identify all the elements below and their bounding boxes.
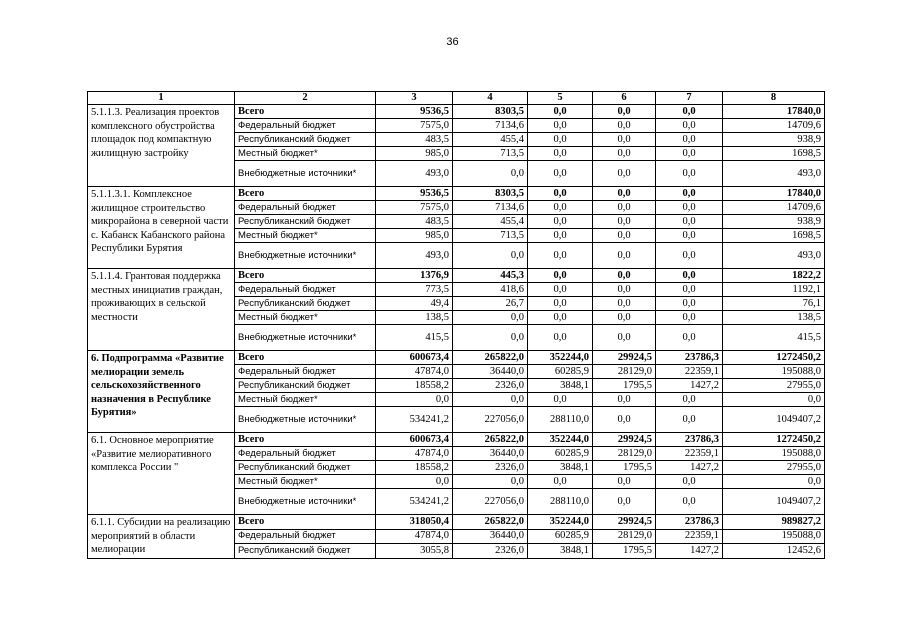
funding-source-cell: Внебюджетные источники* — [235, 407, 376, 433]
value-cell: 0,0 — [528, 283, 593, 297]
value-cell: 0,0 — [656, 201, 723, 215]
value-cell: 985,0 — [376, 147, 453, 161]
value-cell: 195088,0 — [723, 365, 825, 379]
value-cell: 985,0 — [376, 229, 453, 243]
value-cell: 76,1 — [723, 297, 825, 311]
funding-source-cell: Всего — [235, 105, 376, 119]
value-cell: 483,5 — [376, 133, 453, 147]
value-cell: 713,5 — [453, 147, 528, 161]
value-cell: 600673,4 — [376, 433, 453, 447]
value-cell: 455,4 — [453, 215, 528, 229]
value-cell: 3848,1 — [528, 544, 593, 559]
value-cell: 0,0 — [656, 407, 723, 433]
program-name-cell: 6.1. Основное мероприятие «Развитие мелиоративного комплекса России " — [88, 433, 235, 515]
value-cell: 0,0 — [593, 161, 656, 187]
program-name-cell: 6.1.1. Субсидии на реализацию мероприятий в области мелиорации — [88, 515, 235, 559]
value-cell: 22359,1 — [656, 529, 723, 544]
funding-source-cell: Местный бюджет* — [235, 393, 376, 407]
value-cell: 288110,0 — [528, 489, 593, 515]
value-cell: 0,0 — [528, 243, 593, 269]
value-cell: 49,4 — [376, 297, 453, 311]
value-cell: 0,0 — [656, 147, 723, 161]
value-cell: 0,0 — [593, 393, 656, 407]
value-cell: 0,0 — [656, 243, 723, 269]
column-header: 5 — [528, 92, 593, 105]
value-cell: 0,0 — [528, 201, 593, 215]
funding-source-cell: Местный бюджет* — [235, 229, 376, 243]
value-cell: 415,5 — [376, 325, 453, 351]
value-cell: 352244,0 — [528, 515, 593, 530]
value-cell: 1192,1 — [723, 283, 825, 297]
value-cell: 0,0 — [593, 215, 656, 229]
value-cell: 36440,0 — [453, 447, 528, 461]
value-cell: 989827,2 — [723, 515, 825, 530]
value-cell: 0,0 — [656, 283, 723, 297]
value-cell: 0,0 — [528, 187, 593, 201]
value-cell: 0,0 — [723, 475, 825, 489]
value-cell: 14709,6 — [723, 119, 825, 133]
value-cell: 0,0 — [593, 201, 656, 215]
funding-source-cell: Местный бюджет* — [235, 475, 376, 489]
value-cell: 28129,0 — [593, 447, 656, 461]
value-cell: 17840,0 — [723, 105, 825, 119]
value-cell: 0,0 — [593, 187, 656, 201]
value-cell: 29924,5 — [593, 515, 656, 530]
funding-source-cell: Республиканский бюджет — [235, 133, 376, 147]
value-cell: 0,0 — [656, 269, 723, 283]
value-cell: 0,0 — [528, 393, 593, 407]
value-cell: 600673,4 — [376, 351, 453, 365]
column-header: 2 — [235, 92, 376, 105]
funding-source-cell: Внебюджетные источники* — [235, 489, 376, 515]
value-cell: 47874,0 — [376, 529, 453, 544]
value-cell: 3848,1 — [528, 379, 593, 393]
value-cell: 0,0 — [656, 105, 723, 119]
budget-table — [87, 91, 825, 559]
value-cell: 0,0 — [453, 325, 528, 351]
value-cell: 23786,3 — [656, 433, 723, 447]
value-cell: 493,0 — [376, 243, 453, 269]
value-cell: 138,5 — [723, 311, 825, 325]
column-header: 1 — [88, 92, 235, 105]
value-cell: 195088,0 — [723, 447, 825, 461]
value-cell: 0,0 — [528, 119, 593, 133]
value-cell: 7134,6 — [453, 119, 528, 133]
value-cell: 47874,0 — [376, 365, 453, 379]
value-cell: 7575,0 — [376, 119, 453, 133]
value-cell: 0,0 — [593, 119, 656, 133]
value-cell: 8303,5 — [453, 187, 528, 201]
table-row-total — [88, 433, 825, 447]
value-cell: 0,0 — [593, 283, 656, 297]
value-cell: 0,0 — [528, 325, 593, 351]
value-cell: 0,0 — [528, 147, 593, 161]
value-cell: 534241,2 — [376, 489, 453, 515]
value-cell: 493,0 — [376, 161, 453, 187]
value-cell: 1795,5 — [593, 544, 656, 559]
value-cell: 2326,0 — [453, 461, 528, 475]
value-cell: 265822,0 — [453, 351, 528, 365]
value-cell: 28129,0 — [593, 365, 656, 379]
value-cell: 0,0 — [656, 325, 723, 351]
value-cell: 0,0 — [593, 325, 656, 351]
value-cell: 0,0 — [656, 215, 723, 229]
value-cell: 534241,2 — [376, 407, 453, 433]
value-cell: 2326,0 — [453, 379, 528, 393]
value-cell: 1049407,2 — [723, 489, 825, 515]
value-cell: 47874,0 — [376, 447, 453, 461]
value-cell: 0,0 — [656, 475, 723, 489]
value-cell: 36440,0 — [453, 529, 528, 544]
value-cell: 9536,5 — [376, 105, 453, 119]
value-cell: 1272450,2 — [723, 351, 825, 365]
value-cell: 18558,2 — [376, 379, 453, 393]
funding-source-cell: Всего — [235, 515, 376, 530]
value-cell: 18558,2 — [376, 461, 453, 475]
funding-source-cell: Всего — [235, 351, 376, 365]
value-cell: 14709,6 — [723, 201, 825, 215]
funding-source-cell: Федеральный бюджет — [235, 283, 376, 297]
value-cell: 1376,9 — [376, 269, 453, 283]
value-cell: 0,0 — [593, 269, 656, 283]
value-cell: 3055,8 — [376, 544, 453, 559]
funding-source-cell: Федеральный бюджет — [235, 529, 376, 544]
table-row-total — [88, 269, 825, 283]
value-cell: 1822,2 — [723, 269, 825, 283]
value-cell: 938,9 — [723, 133, 825, 147]
value-cell: 0,0 — [376, 475, 453, 489]
value-cell: 0,0 — [593, 475, 656, 489]
value-cell: 0,0 — [656, 187, 723, 201]
value-cell: 22359,1 — [656, 447, 723, 461]
table-row-total — [88, 351, 825, 365]
value-cell: 0,0 — [528, 161, 593, 187]
value-cell: 265822,0 — [453, 515, 528, 530]
value-cell: 0,0 — [656, 229, 723, 243]
value-cell: 418,6 — [453, 283, 528, 297]
value-cell: 60285,9 — [528, 365, 593, 379]
funding-source-cell: Всего — [235, 269, 376, 283]
funding-source-cell: Местный бюджет* — [235, 147, 376, 161]
value-cell: 1427,2 — [656, 379, 723, 393]
value-cell: 0,0 — [528, 311, 593, 325]
value-cell: 493,0 — [723, 161, 825, 187]
value-cell: 29924,5 — [593, 351, 656, 365]
value-cell: 1049407,2 — [723, 407, 825, 433]
value-cell: 1272450,2 — [723, 433, 825, 447]
value-cell: 27955,0 — [723, 461, 825, 475]
value-cell: 138,5 — [376, 311, 453, 325]
value-cell: 0,0 — [656, 297, 723, 311]
column-header: 4 — [453, 92, 528, 105]
value-cell: 0,0 — [723, 393, 825, 407]
value-cell: 0,0 — [593, 297, 656, 311]
column-header: 3 — [376, 92, 453, 105]
value-cell: 1427,2 — [656, 461, 723, 475]
value-cell: 28129,0 — [593, 529, 656, 544]
value-cell: 227056,0 — [453, 489, 528, 515]
value-cell: 7134,6 — [453, 201, 528, 215]
value-cell: 8303,5 — [453, 105, 528, 119]
value-cell: 1427,2 — [656, 544, 723, 559]
value-cell: 29924,5 — [593, 433, 656, 447]
value-cell: 0,0 — [528, 297, 593, 311]
value-cell: 0,0 — [528, 229, 593, 243]
value-cell: 445,3 — [453, 269, 528, 283]
value-cell: 1795,5 — [593, 461, 656, 475]
funding-source-cell: Федеральный бюджет — [235, 119, 376, 133]
value-cell: 0,0 — [593, 105, 656, 119]
value-cell: 195088,0 — [723, 529, 825, 544]
value-cell: 60285,9 — [528, 447, 593, 461]
value-cell: 0,0 — [593, 407, 656, 433]
value-cell: 455,4 — [453, 133, 528, 147]
page-number: 36 — [446, 36, 459, 48]
value-cell: 1795,5 — [593, 379, 656, 393]
funding-source-cell: Федеральный бюджет — [235, 201, 376, 215]
value-cell: 23786,3 — [656, 351, 723, 365]
program-name-cell: 6. Подпрограмма «Развитие мелиорации земель сельскохозяйственного назначения в Республике Бурятия» — [88, 351, 235, 433]
value-cell: 0,0 — [656, 133, 723, 147]
table-row-total — [88, 105, 825, 119]
funding-source-cell: Всего — [235, 187, 376, 201]
table-row-total — [88, 187, 825, 201]
funding-source-cell: Внебюджетные источники* — [235, 325, 376, 351]
value-cell: 0,0 — [376, 393, 453, 407]
funding-source-cell: Федеральный бюджет — [235, 365, 376, 379]
value-cell: 0,0 — [453, 475, 528, 489]
funding-source-cell: Республиканский бюджет — [235, 215, 376, 229]
value-cell: 415,5 — [723, 325, 825, 351]
value-cell: 23786,3 — [656, 515, 723, 530]
value-cell: 60285,9 — [528, 529, 593, 544]
funding-source-cell: Республиканский бюджет — [235, 297, 376, 311]
value-cell: 0,0 — [528, 133, 593, 147]
value-cell: 0,0 — [656, 489, 723, 515]
value-cell: 0,0 — [656, 393, 723, 407]
value-cell: 0,0 — [593, 147, 656, 161]
value-cell: 0,0 — [656, 161, 723, 187]
column-header: 8 — [723, 92, 825, 105]
value-cell: 22359,1 — [656, 365, 723, 379]
value-cell: 493,0 — [723, 243, 825, 269]
column-header: 6 — [593, 92, 656, 105]
value-cell: 318050,4 — [376, 515, 453, 530]
table-row-total — [88, 515, 825, 530]
value-cell: 773,5 — [376, 283, 453, 297]
value-cell: 26,7 — [453, 297, 528, 311]
program-name-cell: 5.1.1.4. Грантовая поддержка местных инициатив граждан, проживающих в сельской местности — [88, 269, 235, 351]
funding-source-cell: Внебюджетные источники* — [235, 161, 376, 187]
value-cell: 483,5 — [376, 215, 453, 229]
value-cell: 0,0 — [453, 393, 528, 407]
value-cell: 0,0 — [593, 133, 656, 147]
funding-source-cell: Местный бюджет* — [235, 311, 376, 325]
table-body — [88, 92, 825, 559]
header-row — [88, 92, 825, 105]
funding-source-cell: Республиканский бюджет — [235, 379, 376, 393]
value-cell: 2326,0 — [453, 544, 528, 559]
program-name-cell: 5.1.1.3.1. Комплексное жилищное строительство микрорайона в северной части с. Кабанск Кабанского района Республики Бурятия — [88, 187, 235, 269]
value-cell: 0,0 — [528, 475, 593, 489]
value-cell: 0,0 — [453, 243, 528, 269]
value-cell: 0,0 — [453, 311, 528, 325]
value-cell: 352244,0 — [528, 433, 593, 447]
value-cell: 0,0 — [453, 161, 528, 187]
value-cell: 0,0 — [593, 243, 656, 269]
value-cell: 0,0 — [528, 105, 593, 119]
value-cell: 0,0 — [593, 229, 656, 243]
column-header: 7 — [656, 92, 723, 105]
value-cell: 0,0 — [593, 311, 656, 325]
value-cell: 3848,1 — [528, 461, 593, 475]
value-cell: 227056,0 — [453, 407, 528, 433]
value-cell: 1698,5 — [723, 147, 825, 161]
value-cell: 0,0 — [528, 269, 593, 283]
value-cell: 27955,0 — [723, 379, 825, 393]
value-cell: 0,0 — [656, 311, 723, 325]
funding-source-cell: Внебюджетные источники* — [235, 243, 376, 269]
funding-source-cell: Всего — [235, 433, 376, 447]
value-cell: 0,0 — [593, 489, 656, 515]
value-cell: 0,0 — [528, 215, 593, 229]
value-cell: 352244,0 — [528, 351, 593, 365]
value-cell: 265822,0 — [453, 433, 528, 447]
value-cell: 288110,0 — [528, 407, 593, 433]
value-cell: 17840,0 — [723, 187, 825, 201]
value-cell: 7575,0 — [376, 201, 453, 215]
program-name-cell: 5.1.1.3. Реализация проектов комплексного обустройства площадок под компактную жилищную застройку — [88, 105, 235, 187]
funding-source-cell: Республиканский бюджет — [235, 544, 376, 559]
value-cell: 36440,0 — [453, 365, 528, 379]
value-cell: 713,5 — [453, 229, 528, 243]
funding-source-cell: Республиканский бюджет — [235, 461, 376, 475]
value-cell: 9536,5 — [376, 187, 453, 201]
value-cell: 0,0 — [656, 119, 723, 133]
funding-source-cell: Федеральный бюджет — [235, 447, 376, 461]
value-cell: 1698,5 — [723, 229, 825, 243]
value-cell: 938,9 — [723, 215, 825, 229]
value-cell: 12452,6 — [723, 544, 825, 559]
